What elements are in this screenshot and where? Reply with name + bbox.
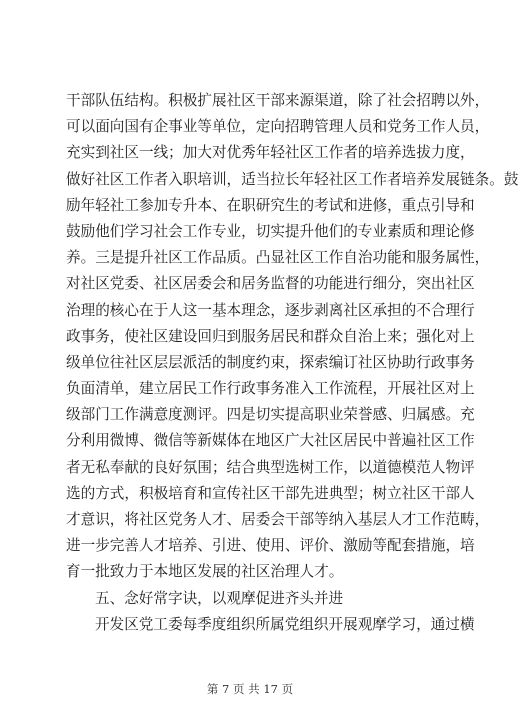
- text-line: 对社区党委、社区居委会和居务监督的功能进行细分，突出社区: [66, 275, 475, 293]
- text-line: 充实到社区一线；加大对优秀年轻社区工作者的培养选拔力度，: [66, 144, 475, 162]
- text-line: 分利用微博、微信等新媒体在地区广大社区居民中普遍社区工作: [66, 432, 475, 450]
- section-heading: 五、念好常字诀，以观摩促进齐头并进: [95, 589, 344, 607]
- text-line: 进一步完善人才培养、引进、使用、评价、激励等配套措施，培: [66, 537, 475, 555]
- text-line: 干部队伍结构。积极扩展社区干部来源渠道，除了社会招聘以外，: [66, 92, 490, 109]
- text-line: 治理的核心在于人这一基本理念，逐步剥离社区承担的不合理行: [66, 301, 475, 319]
- body-text: [66, 88, 518, 638]
- text-line: 育一批致力于本地区发展的社区治理人才。: [66, 563, 344, 581]
- page-footer: 第 7 页 共 17 页: [206, 682, 294, 696]
- text-line: 级部门工作满意度测评。四是切实提高职业荣誉感、归属感。充: [66, 406, 475, 424]
- text-line: 才意识，将社区党务人才、居委会干部等纳入基层人才工作范畴，: [66, 511, 490, 528]
- text-line: 养。三是提升社区工作品质。凸显社区工作自治功能和服务属性，: [66, 249, 490, 267]
- text-line: 选的方式，积极培育和宣传社区干部先进典型；树立社区干部人: [66, 484, 475, 502]
- text-line: 励年轻社工参加专升本、在职研究生的考试和进修，重点引导和: [66, 196, 475, 214]
- text-line: 可以面向国有企事业等单位，定向招聘管理人员和党务工作人员，: [66, 118, 490, 136]
- text-line: 开发区党工委每季度组织所属党组织开展观摩学习，通过横: [95, 615, 475, 633]
- text-line: 者无私奉献的良好氛围；结合典型选树工作，以道德模范人物评: [66, 458, 475, 476]
- text-line: 鼓励他们学习社会工作专业，切实提升他们的专业素质和理论修: [66, 222, 475, 240]
- text-line: 政事务，使社区建设回归到服务居民和群众自治上来；强化对上: [66, 327, 475, 345]
- text-line: 级单位往社区层层派活的制度约束，探索编订社区协助行政事务: [66, 353, 475, 371]
- text-line: 做好社区工作者入职培训，适当拉长年轻社区工作者培养发展链条。鼓: [66, 170, 518, 188]
- text-line: 负面清单，建立居民工作行政事务准入工作流程，开展社区对上: [66, 380, 475, 398]
